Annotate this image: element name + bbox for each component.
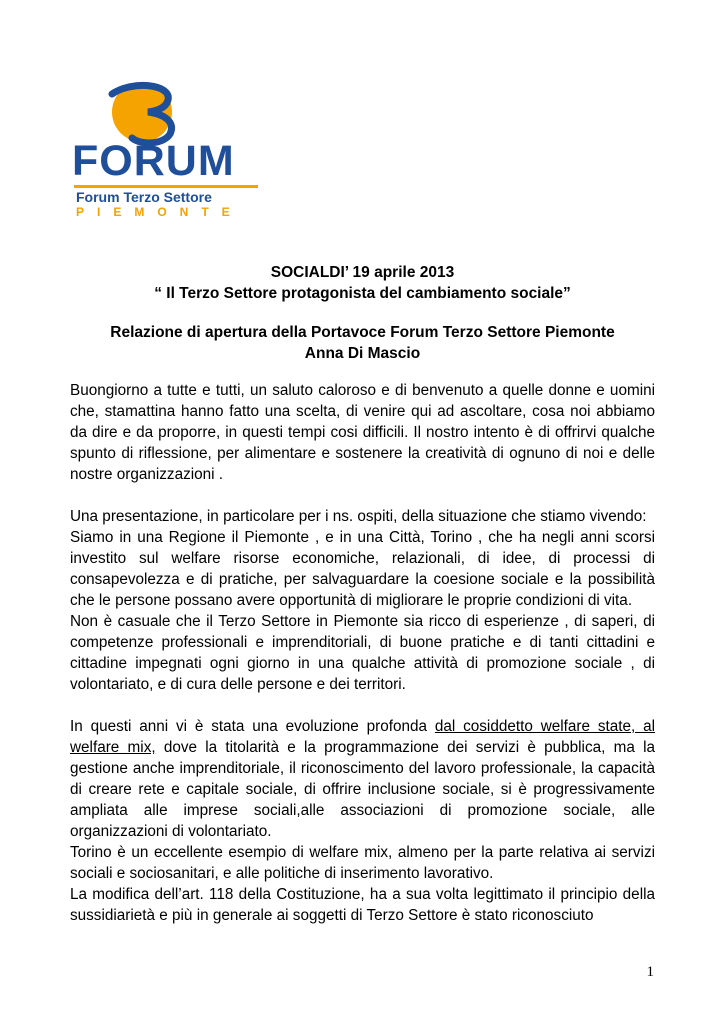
event-theme: “ Il Terzo Settore protagonista del cambiamento sociale” — [154, 285, 571, 302]
document-body — [70, 380, 655, 926]
logo-divider — [74, 185, 258, 188]
forum-logo — [72, 78, 262, 218]
report-header — [70, 322, 655, 364]
paragraph-constitution: La modifica dell’art. 118 della Costituzione, ha a sua volta legittimato il principio della sussidiarietà e più in generale ai soggetti di Terzo Settore è stato riconosciuto — [70, 886, 655, 924]
paragraph-greeting: Buongiorno a tutte e tutti, un saluto caloroso e di benvenuto a quelle donne e uomini che, stamattina hanno fatto una scelta, di venire qui ad ascoltare, cosa noi abbiamo da dire e da proporre, in questi tempi cosi difficili. Il nostro intento è di offrirvi qualche spunto di riflessione, per alimentare e sostenere la creatività di ognuno di noi e delle nostre organizzazioni . — [70, 382, 655, 483]
logo-wordmark: FORUM — [72, 137, 235, 185]
event-date-title: SOCIALDI’ 19 aprile 2013 — [270, 264, 455, 281]
paragraph-turin: Torino è un eccellente esempio di welfare mix, almeno per la parte relativa ai servizi sociali e sociosanitari, e alle politiche di inserimento lavorativo. — [70, 844, 655, 882]
paragraph-presentation: Una presentazione, in particolare per i ns. ospiti, della situazione che stiamo vivendo: — [70, 508, 647, 525]
logo-region: PIEMONTE — [76, 205, 243, 219]
evolution-text-start: In questi anni vi è stata una evoluzione profonda — [70, 718, 435, 735]
report-author: Anna Di Mascio — [304, 345, 421, 362]
event-header — [70, 262, 655, 304]
evolution-text-end: dove la titolarità e la programmazione dei servizi è pubblica, ma la gestione anche imprenditoriale, il riconoscimento del lavoro professionale, la capacità di creare rete e capitale sociale, di offrire inclusione sociale, si è progressivamente ampliata alle imprese sociali,alle associazioni di promozione sociale, alle organizzazioni di volontariato. — [70, 739, 655, 840]
paragraph-region: Siamo in una Regione il Piemonte , e in una Città, Torino , che ha negli anni scorsi investito sul welfare risorse economiche, relazionali, di idee, di processi di consapevolezza e di pratiche, per salvaguardare la coesione sociale e la possibilità che le persone possano avere opportunità di migliorare le proprie condizioni di vita. — [70, 529, 655, 609]
report-title: Relazione di apertura della Portavoce Forum Terzo Settore Piemonte — [110, 324, 615, 341]
page-number: 1 — [646, 964, 654, 980]
welfare-mix-underlined: dal cosiddetto welfare state, al welfare mix, — [70, 718, 656, 756]
paragraph-evolution — [70, 716, 655, 842]
logo-subtitle: Forum Terzo Settore — [76, 189, 212, 205]
paragraph-third-sector: Non è casuale che il Terzo Settore in Piemonte sia ricco di esperienze , di saperi, di competenze professionali e imprenditoriali, di buone pratiche e di tanti cittadini e cittadine impegnati ogni giorno in una qualche attività di promozione sociale , di volontariato, e di cura delle persone e dei territori. — [70, 613, 655, 693]
